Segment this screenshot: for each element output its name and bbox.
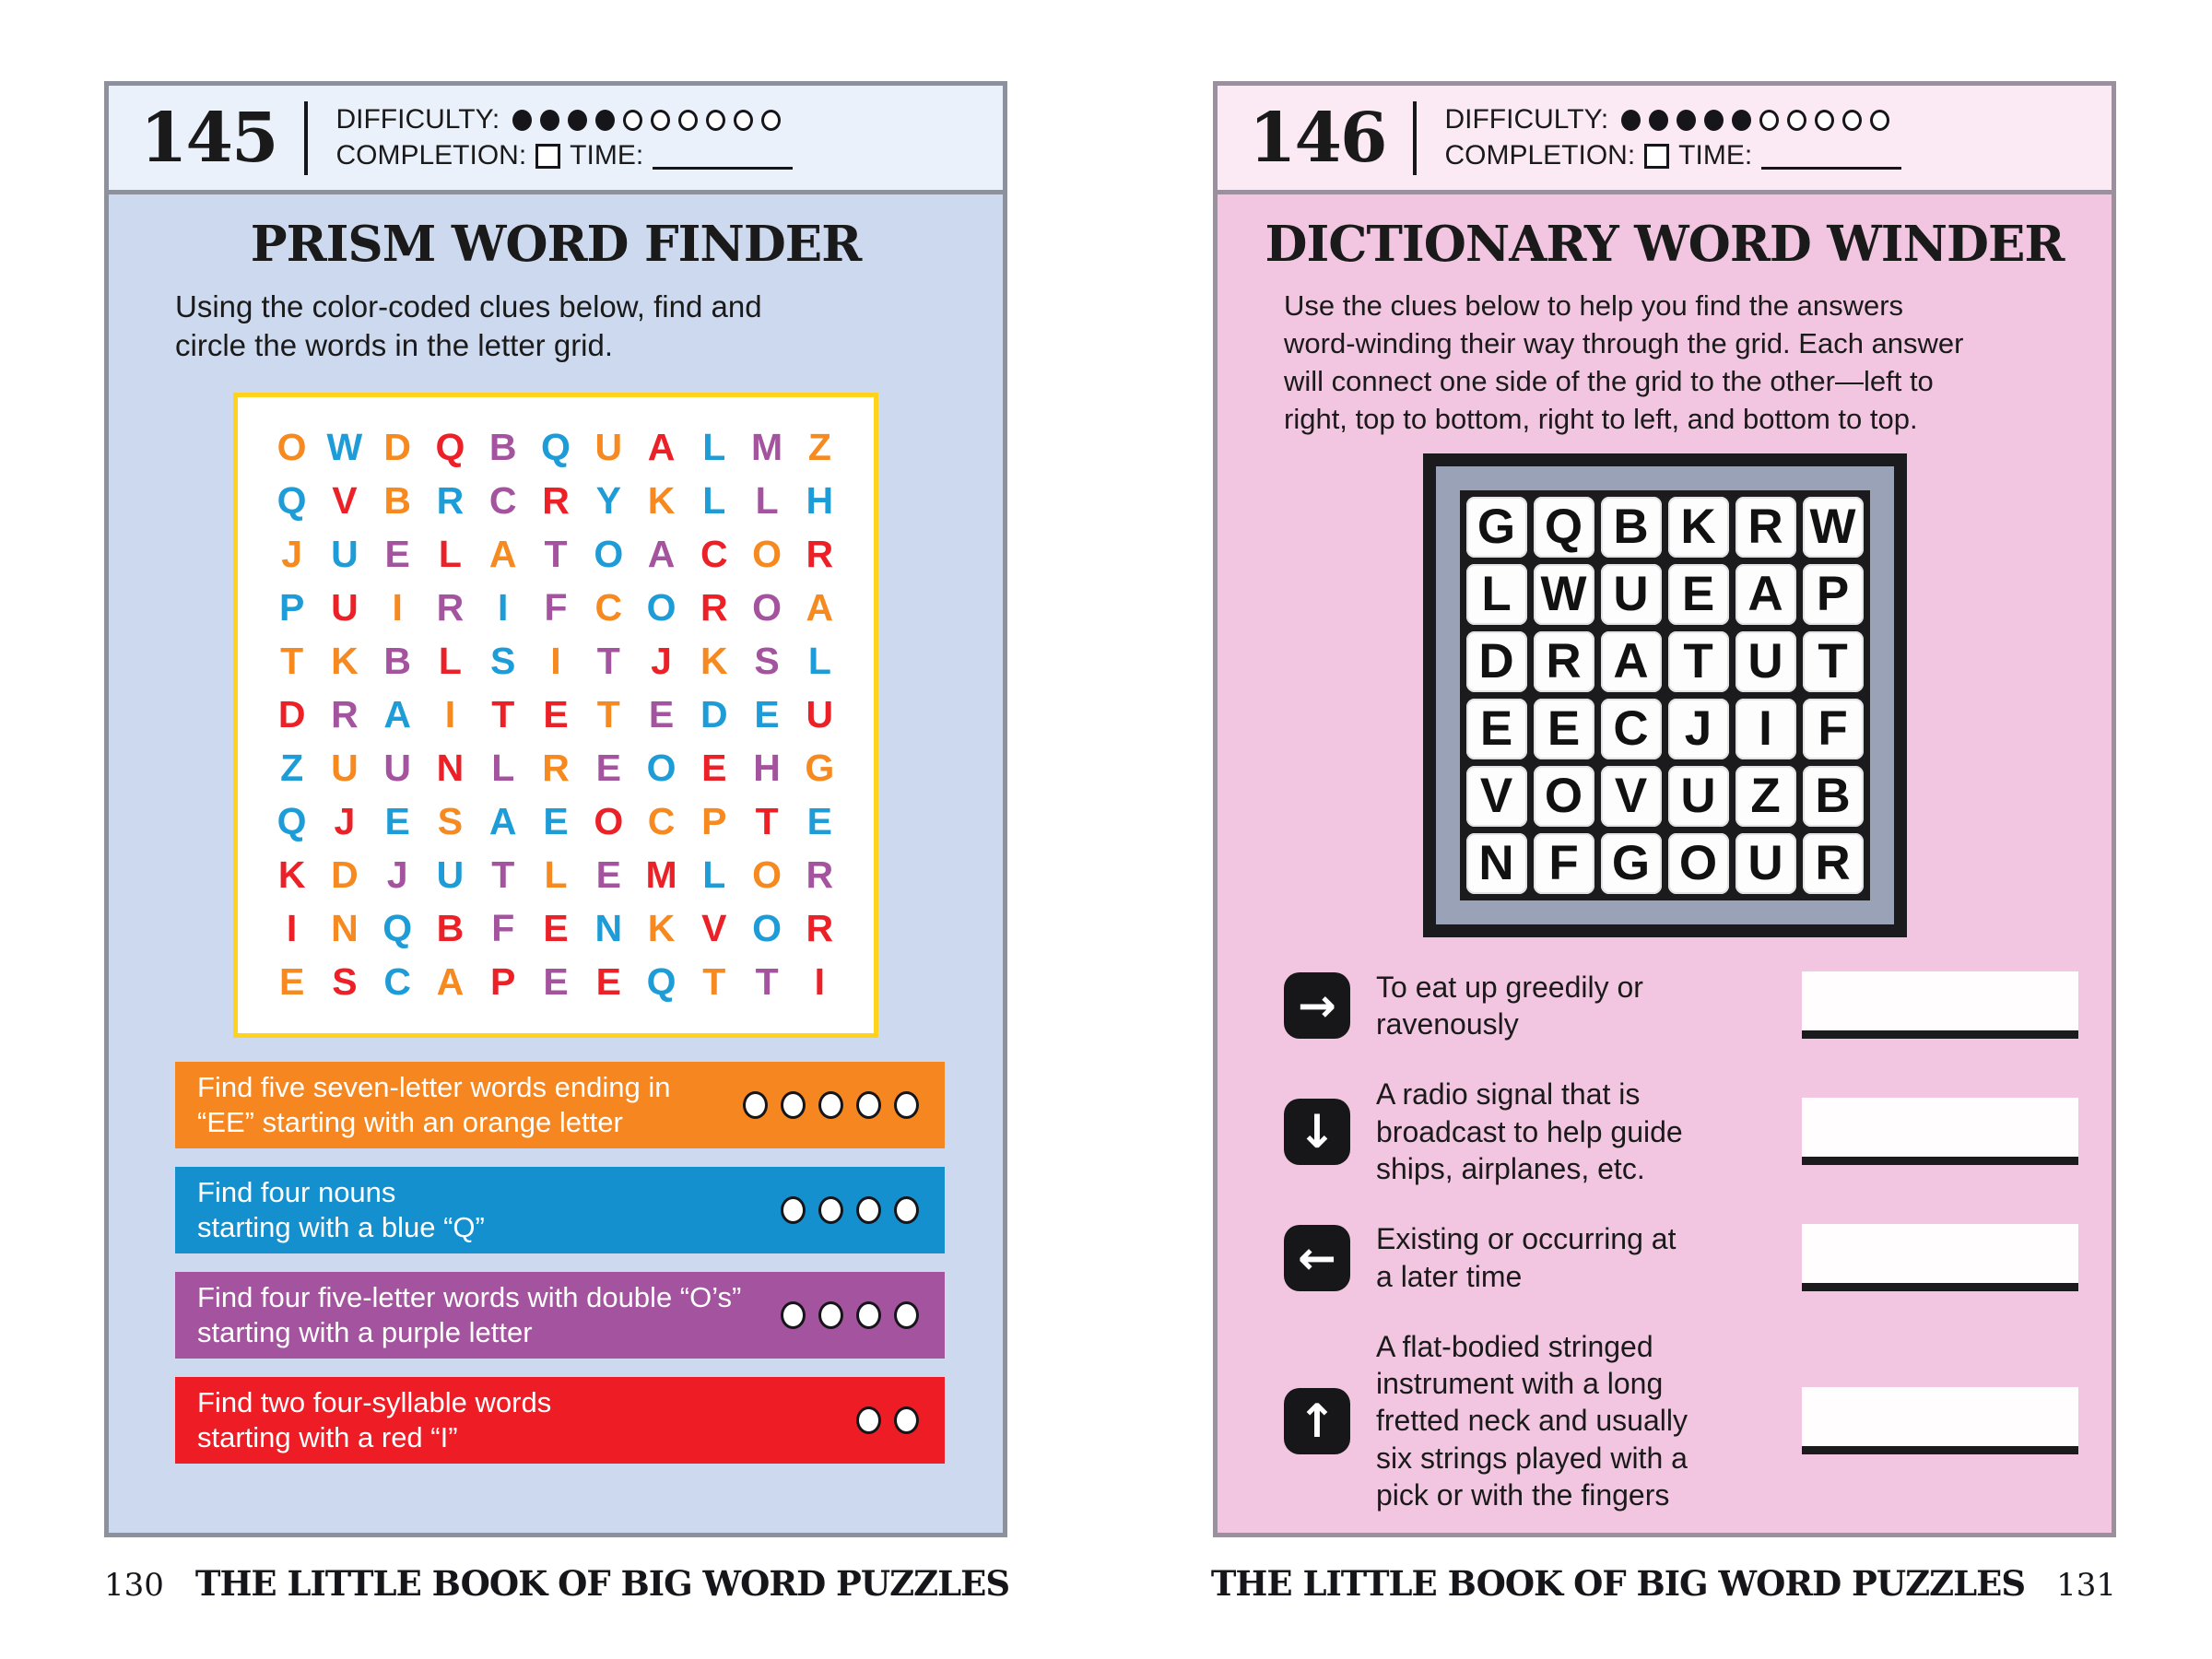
winder-tile: I — [1735, 699, 1796, 759]
completion-label: COMPLETION: — [1444, 140, 1636, 171]
header-divider — [1413, 101, 1417, 175]
grid-letter: M — [645, 853, 677, 897]
winder-tile: W — [1534, 564, 1594, 625]
grid-letter: H — [806, 479, 834, 523]
answer-circle[interactable] — [818, 1091, 843, 1119]
grid-letter: U — [383, 747, 411, 790]
grid-letter: A — [647, 533, 676, 576]
puzzle-meta — [1444, 100, 1901, 175]
text-line: circle the words in the letter grid. — [175, 327, 614, 362]
puzzle-meta — [335, 100, 793, 175]
grid-letter: C — [594, 586, 623, 629]
answer-blank[interactable] — [1802, 971, 2078, 1039]
puzzle-number: 146 — [1249, 98, 1386, 178]
answer-circle[interactable] — [818, 1196, 843, 1224]
book-title: THE LITTLE BOOK OF BIG WORD PUZZLES — [194, 1563, 1010, 1604]
answer-circles — [856, 1406, 923, 1434]
puzzle-title: DICTIONARY WORD WINDER — [1265, 216, 2065, 273]
winder-clue-text — [1376, 1328, 1776, 1514]
winder-tile: A — [1735, 564, 1796, 625]
arrow-down-icon: ↓ — [1284, 1099, 1350, 1165]
winder-tile: V — [1466, 766, 1527, 827]
grid-letter: I — [498, 586, 509, 629]
grid-letter: B — [436, 907, 465, 950]
winder-grid-frame — [1423, 453, 1907, 937]
winder-tile: T — [1668, 631, 1729, 692]
grid-letter: Q — [435, 426, 465, 469]
clue-bar-red — [175, 1377, 945, 1464]
text-line: Find four five-letter words with double “O’s” — [197, 1281, 742, 1313]
difficulty-row — [335, 103, 793, 136]
puzzle-146-header — [1218, 86, 2112, 194]
grid-letter: N — [331, 907, 359, 950]
puzzle-instructions — [175, 288, 966, 365]
grid-letter: H — [753, 747, 781, 790]
answer-circle[interactable] — [894, 1196, 919, 1224]
grid-letter: S — [332, 960, 358, 1004]
winder-tile: C — [1601, 699, 1662, 759]
grid-letter: E — [278, 960, 305, 1004]
grid-letter: I — [286, 907, 298, 950]
winder-tile: U — [1735, 833, 1796, 894]
grid-letter: Z — [807, 426, 831, 469]
winder-tile: G — [1466, 497, 1527, 558]
grid-letter: E — [754, 693, 780, 736]
difficulty-label: DIFFICULTY: — [1444, 104, 1609, 135]
grid-letter: N — [594, 907, 623, 950]
grid-letter: C — [647, 800, 676, 843]
difficulty-dot-empty — [1787, 110, 1806, 131]
grid-letter: S — [490, 640, 516, 683]
winder-tile: E — [1466, 699, 1527, 759]
text-line: instrument with a long — [1376, 1367, 1664, 1401]
winder-tile: J — [1668, 699, 1729, 759]
grid-letter: K — [331, 640, 359, 683]
prism-letter-grid — [233, 393, 878, 1038]
answer-blank[interactable] — [1802, 1224, 2078, 1291]
header-divider — [304, 101, 308, 175]
puzzle-145-panel — [104, 81, 1007, 1537]
grid-letter: A — [383, 693, 411, 736]
difficulty-dot-filled — [1732, 110, 1751, 131]
answer-circle[interactable] — [856, 1301, 881, 1329]
text-line: starting with a blue “Q” — [197, 1210, 485, 1243]
answer-circles — [781, 1301, 923, 1329]
grid-letter: E — [543, 693, 569, 736]
grid-letter: A — [488, 800, 517, 843]
grid-letter: R — [806, 853, 834, 897]
completion-checkbox[interactable] — [1644, 144, 1669, 169]
grid-letter: E — [595, 853, 621, 897]
winder-tile: R — [1803, 833, 1864, 894]
grid-letter: T — [491, 853, 515, 897]
grid-letter: N — [436, 747, 465, 790]
grid-letter: E — [543, 800, 569, 843]
winder-tile: V — [1601, 766, 1662, 827]
grid-letter: M — [751, 426, 783, 469]
completion-checkbox[interactable] — [535, 144, 560, 169]
grid-letter: O — [646, 747, 677, 790]
grid-letter: U — [331, 747, 359, 790]
clue-text — [197, 1385, 856, 1455]
grid-letter: J — [334, 800, 356, 843]
left-page-footer — [104, 1563, 1009, 1604]
grid-letter: B — [383, 479, 411, 523]
grid-letter: O — [752, 907, 782, 950]
difficulty-dots — [1621, 110, 1889, 131]
grid-letter: K — [277, 853, 306, 897]
grid-letter: L — [702, 853, 726, 897]
text-line: fretted neck and usually — [1376, 1404, 1688, 1438]
grid-letter: O — [752, 853, 782, 897]
grid-letter: C — [700, 533, 728, 576]
completion-label: COMPLETION: — [335, 140, 527, 171]
difficulty-dot-empty — [1870, 110, 1889, 131]
grid-letter: T — [596, 640, 620, 683]
winder-clue-text — [1376, 1076, 1776, 1187]
grid-letter: K — [647, 907, 676, 950]
difficulty-dot-filled — [1704, 110, 1724, 131]
grid-letter: S — [754, 640, 780, 683]
grid-letter: L — [544, 853, 568, 897]
grid-letter: O — [594, 800, 624, 843]
text-line: word-winding their way through the grid. Each answer — [1284, 326, 1964, 359]
winder-tile: O — [1668, 833, 1729, 894]
winder-clue-down — [1284, 1076, 2078, 1187]
grid-letter: T — [755, 800, 779, 843]
grid-letter: E — [543, 907, 569, 950]
grid-letter: L — [702, 426, 726, 469]
grid-letter: R — [542, 479, 570, 523]
grid-letter: D — [331, 853, 359, 897]
difficulty-dot-empty — [706, 110, 725, 131]
difficulty-dot-filled — [568, 110, 587, 131]
grid-letter: P — [490, 960, 516, 1004]
difficulty-dot-empty — [1842, 110, 1862, 131]
text-line: Existing or occurring at — [1376, 1222, 1677, 1256]
winder-tile: U — [1601, 564, 1662, 625]
answer-circle[interactable] — [894, 1406, 919, 1434]
grid-letter: P — [701, 800, 727, 843]
answer-circle[interactable] — [894, 1301, 919, 1329]
winder-tile: Z — [1735, 766, 1796, 827]
grid-letter: E — [543, 960, 569, 1004]
difficulty-dot-filled — [512, 110, 532, 131]
grid-letter: O — [752, 533, 782, 576]
grid-letter: Z — [280, 747, 304, 790]
puzzle-145-header — [109, 86, 1003, 194]
grid-letter: Q — [276, 800, 307, 843]
answer-circles — [781, 1196, 923, 1224]
grid-letter: T — [596, 693, 620, 736]
winder-tile: B — [1803, 766, 1864, 827]
winder-tile: P — [1803, 564, 1864, 625]
grid-letter: W — [326, 426, 363, 469]
winder-tile: U — [1668, 766, 1729, 827]
completion-row — [335, 139, 793, 172]
winder-clue-list — [1284, 969, 2078, 1514]
winder-tile: G — [1601, 833, 1662, 894]
page-number: 130 — [104, 1567, 164, 1604]
winder-tile: T — [1803, 631, 1864, 692]
winder-tile: N — [1466, 833, 1527, 894]
answer-blank[interactable] — [1802, 1387, 2078, 1454]
puzzle-number: 145 — [140, 98, 277, 178]
grid-letter: O — [594, 533, 624, 576]
grid-letter: Y — [595, 479, 621, 523]
winder-tile: A — [1601, 631, 1662, 692]
answer-circle[interactable] — [894, 1091, 919, 1119]
text-line: starting with a red “I” — [197, 1420, 458, 1453]
difficulty-dot-filled — [540, 110, 559, 131]
difficulty-label: DIFFICULTY: — [335, 104, 500, 135]
grid-letter: Q — [382, 907, 413, 950]
winder-tile: R — [1534, 631, 1594, 692]
grid-letter: U — [331, 586, 359, 629]
book-title: THE LITTLE BOOK OF BIG WORD PUZZLES — [1210, 1563, 2026, 1604]
text-line: A radio signal that is — [1376, 1077, 1641, 1112]
grid-letter: E — [384, 800, 410, 843]
clue-bar-blue — [175, 1167, 945, 1253]
grid-letter: U — [436, 853, 465, 897]
difficulty-dot-empty — [1759, 110, 1779, 131]
text-line: “EE” starting with an orange letter — [197, 1105, 623, 1138]
text-line: ships, airplanes, etc. — [1376, 1151, 1645, 1185]
difficulty-dot-filled — [1677, 110, 1696, 131]
winder-tile: K — [1668, 497, 1729, 558]
grid-letter: R — [700, 586, 728, 629]
clue-bar-orange — [175, 1062, 945, 1148]
answer-circle[interactable] — [781, 1091, 806, 1119]
winder-tile: E — [1534, 699, 1594, 759]
answer-circle[interactable] — [781, 1196, 806, 1224]
grid-letter: O — [276, 426, 307, 469]
grid-letter: T — [280, 640, 304, 683]
puzzle-title: PRISM WORD FINDER — [250, 216, 862, 273]
grid-letter: G — [805, 747, 835, 790]
grid-letter: I — [814, 960, 826, 1004]
grid-letter: I — [444, 693, 456, 736]
winder-tile: B — [1601, 497, 1662, 558]
grid-letter: O — [752, 586, 782, 629]
difficulty-dot-empty — [734, 110, 753, 131]
grid-letter: F — [544, 586, 568, 629]
text-line: six strings played with a — [1376, 1441, 1688, 1475]
difficulty-dot-empty — [761, 110, 781, 131]
grid-letter: R — [436, 479, 465, 523]
grid-letter: J — [651, 640, 672, 683]
difficulty-dot-filled — [1621, 110, 1641, 131]
text-line: Find four nouns — [197, 1176, 396, 1208]
answer-circle[interactable] — [743, 1091, 768, 1119]
grid-letter: C — [488, 479, 517, 523]
grid-letter: F — [491, 907, 515, 950]
winder-tile: R — [1735, 497, 1796, 558]
grid-letter: K — [700, 640, 728, 683]
grid-letter: U — [806, 693, 834, 736]
time-label: TIME: — [1678, 140, 1753, 171]
grid-letter: L — [807, 640, 831, 683]
text-line: To eat up greedily or — [1376, 970, 1643, 1004]
grid-letter: A — [647, 426, 676, 469]
grid-letter: R — [806, 907, 834, 950]
difficulty-dot-filled — [1649, 110, 1668, 131]
arrow-left-icon: ← — [1284, 1225, 1350, 1291]
grid-letter: Q — [646, 960, 677, 1004]
answer-circles — [743, 1091, 923, 1119]
grid-letter: T — [544, 533, 568, 576]
winder-tile: L — [1466, 564, 1527, 625]
answer-blank[interactable] — [1802, 1098, 2078, 1165]
grid-letter: I — [550, 640, 561, 683]
time-label: TIME: — [570, 140, 644, 171]
answer-circle[interactable] — [856, 1091, 881, 1119]
grid-letter: L — [755, 479, 779, 523]
grid-letter: D — [700, 693, 728, 736]
answer-circle[interactable] — [818, 1301, 843, 1329]
grid-letter: A — [806, 586, 834, 629]
answer-circle[interactable] — [781, 1301, 806, 1329]
grid-letter: A — [488, 533, 517, 576]
grid-letter: E — [806, 800, 833, 843]
time-blank-line[interactable] — [653, 143, 793, 170]
winder-tile: U — [1735, 631, 1796, 692]
grid-letter: T — [491, 693, 515, 736]
grid-letter: E — [595, 960, 621, 1004]
winder-tile: D — [1466, 631, 1527, 692]
grid-letter: D — [277, 693, 306, 736]
text-line: a later time — [1376, 1259, 1523, 1293]
difficulty-dots — [512, 110, 781, 131]
text-line: right, top to bottom, right to left, and bottom to top. — [1284, 402, 1918, 435]
grid-letter: E — [384, 533, 410, 576]
grid-letter: Q — [276, 479, 307, 523]
grid-letter: O — [646, 586, 677, 629]
clue-text — [197, 1280, 781, 1350]
grid-letter: L — [702, 479, 726, 523]
text-line: ravenously — [1376, 1006, 1519, 1041]
grid-letter: I — [392, 586, 403, 629]
winder-tile: W — [1803, 497, 1864, 558]
answer-circle[interactable] — [856, 1196, 881, 1224]
page-number: 131 — [2056, 1567, 2116, 1604]
difficulty-dot-empty — [678, 110, 698, 131]
grid-letter: T — [702, 960, 726, 1004]
winder-tile: E — [1668, 564, 1729, 625]
text-line: A flat-bodied stringed — [1376, 1329, 1653, 1363]
grid-letter: R — [806, 533, 834, 576]
winder-clue-right — [1284, 969, 2078, 1043]
difficulty-dot-empty — [1815, 110, 1834, 131]
grid-letter: V — [332, 479, 358, 523]
text-line: starting with a purple letter — [197, 1315, 533, 1348]
text-line: broadcast to help guide — [1376, 1114, 1683, 1148]
grid-letter: K — [647, 479, 676, 523]
difficulty-row — [1444, 103, 1901, 136]
winder-clue-left — [1284, 1220, 2078, 1295]
right-page-footer — [1211, 1563, 2116, 1604]
grid-letter: J — [386, 853, 408, 897]
winder-tile: F — [1534, 833, 1594, 894]
clue-text — [197, 1070, 743, 1140]
grid-letter: L — [438, 533, 462, 576]
grid-letter: R — [331, 693, 359, 736]
grid-letter: E — [648, 693, 675, 736]
clue-text — [197, 1175, 781, 1245]
grid-letter: A — [436, 960, 465, 1004]
puzzle-instructions — [1284, 288, 2075, 439]
grid-letter: B — [488, 426, 517, 469]
clue-bar-purple — [175, 1272, 945, 1359]
clue-bar-list — [175, 1062, 1003, 1464]
text-line: Find two four-syllable words — [197, 1386, 552, 1418]
grid-letter: T — [755, 960, 779, 1004]
winder-tile: F — [1803, 699, 1864, 759]
winder-clue-text — [1376, 1220, 1776, 1295]
winder-letter-grid — [1460, 490, 1870, 900]
text-line: will connect one side of the grid to the other—left to — [1284, 364, 1934, 397]
grid-letter: R — [542, 747, 570, 790]
grid-letter: R — [436, 586, 465, 629]
grid-letter: E — [595, 747, 621, 790]
winder-clue-up — [1284, 1328, 2078, 1514]
text-line: Using the color-coded clues below, find and — [175, 289, 762, 324]
difficulty-dot-empty — [623, 110, 642, 131]
winder-clue-text — [1376, 969, 1776, 1043]
text-line: Use the clues below to help you find the answers — [1284, 289, 1904, 322]
grid-letter: P — [278, 586, 305, 629]
grid-letter: V — [701, 907, 727, 950]
puzzle-146-panel — [1213, 81, 2116, 1537]
grid-letter: S — [437, 800, 464, 843]
grid-letter: Q — [541, 426, 571, 469]
grid-letter: L — [491, 747, 515, 790]
grid-letter: J — [281, 533, 303, 576]
text-line: Find five seven-letter words ending in — [197, 1071, 671, 1103]
arrow-up-icon: ↑ — [1284, 1388, 1350, 1454]
grid-letter: U — [331, 533, 359, 576]
answer-circle[interactable] — [856, 1406, 881, 1434]
difficulty-dot-filled — [595, 110, 615, 131]
completion-row — [1444, 139, 1901, 172]
grid-letter: U — [594, 426, 623, 469]
winder-tile: Q — [1534, 497, 1594, 558]
grid-letter: B — [383, 640, 411, 683]
grid-letter: C — [383, 960, 411, 1004]
grid-letter: E — [701, 747, 727, 790]
text-line: pick or with the fingers — [1376, 1478, 1670, 1512]
winder-tile: O — [1534, 766, 1594, 827]
time-blank-line[interactable] — [1761, 143, 1901, 170]
difficulty-dot-empty — [651, 110, 670, 131]
arrow-right-icon: → — [1284, 972, 1350, 1039]
grid-letter: L — [438, 640, 462, 683]
grid-letter: D — [383, 426, 411, 469]
